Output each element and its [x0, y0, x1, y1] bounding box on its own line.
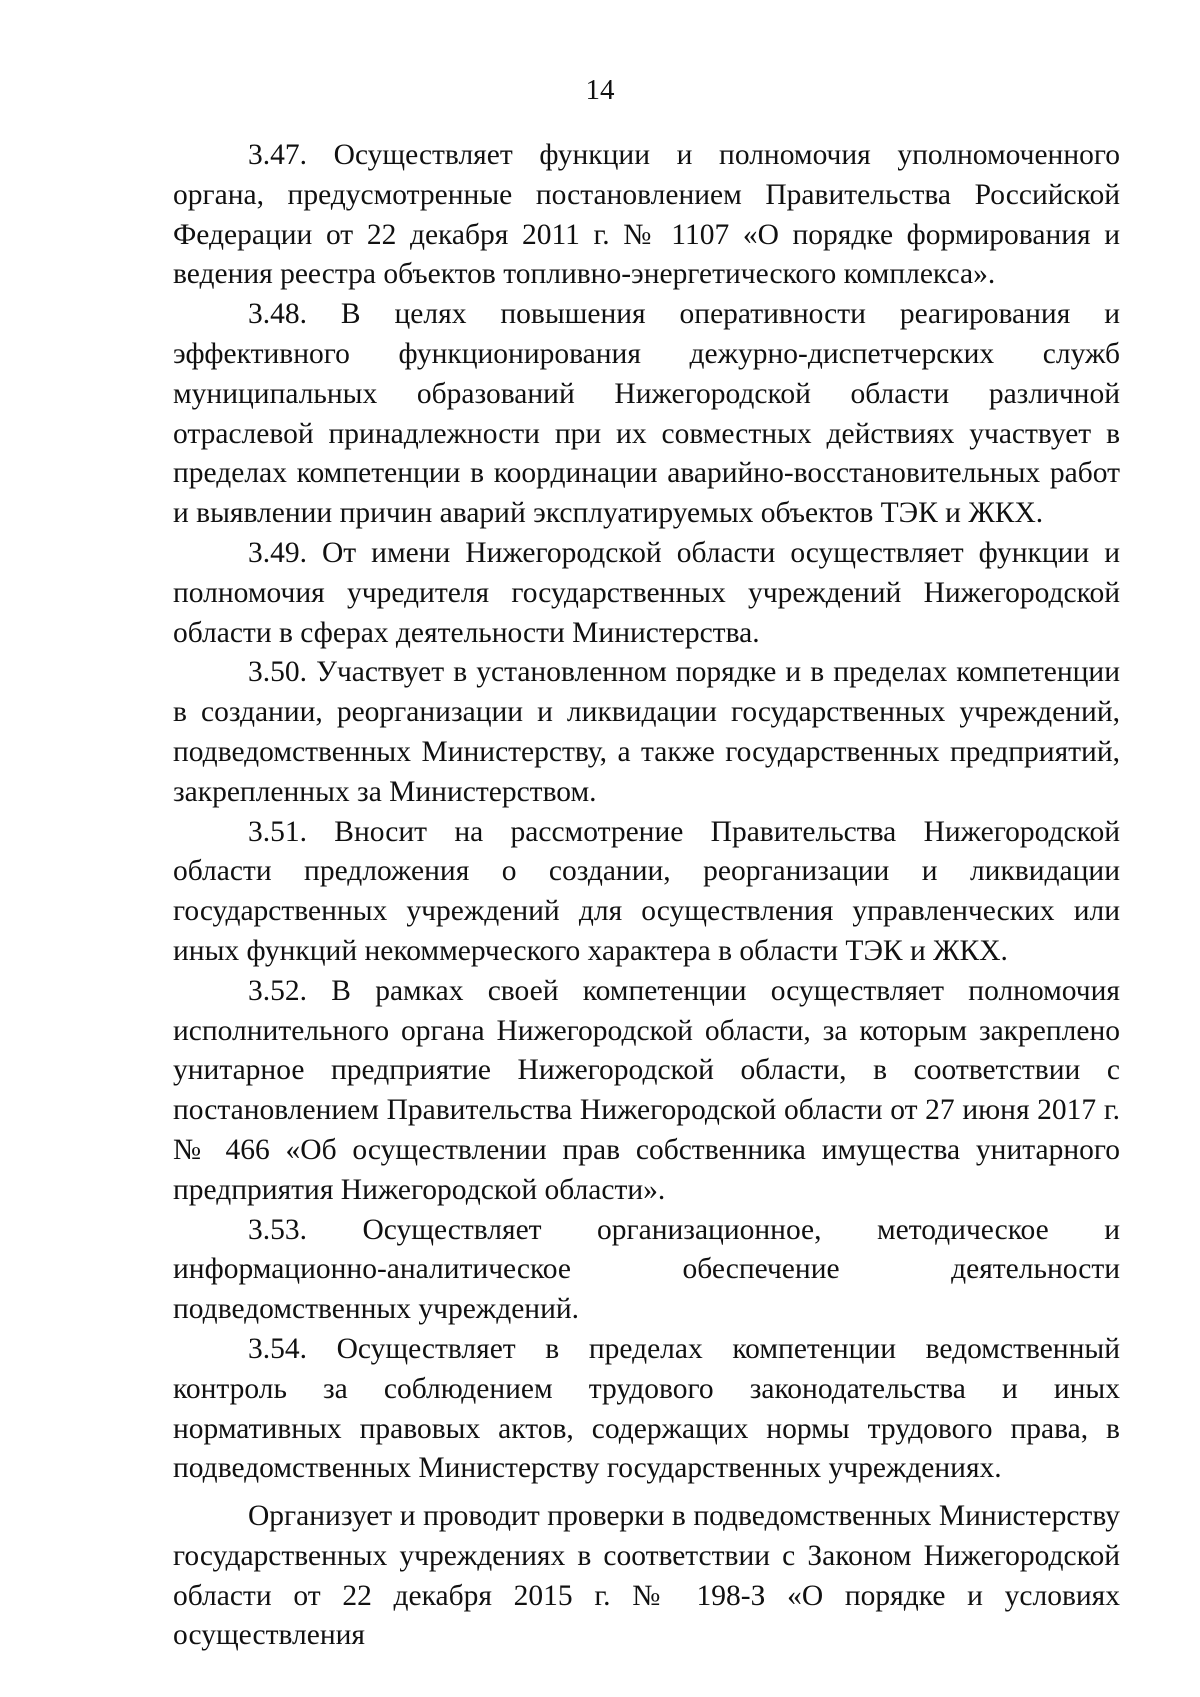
paragraph-3-49: 3.49. От имени Нижегородской области осуществляет функции и полномочия учредителя государственных учреждений Нижегородской области в сферах деятельности Министерства. [173, 536, 1120, 649]
paragraph-3-50: 3.50. Участвует в установленном порядке и в пределах компетенции в создании, реорганизации и ликвидации государственных учреждений, подведомственных Министерству, а также государственных предприятий, закрепленных за Министерством. [173, 656, 1120, 808]
document-body [173, 136, 1120, 1656]
paragraph-inspections: Организует и проводит проверки в подведомственных Министерству государственных учреждениях в соответствии с Законом Нижегородской области от 22 декабря 2015 г. № 198-З «О порядке и условиях осуществления [173, 1500, 1120, 1652]
paragraph-3-54: 3.54. Осуществляет в пределах компетенции ведомственный контроль за соблюдением трудового законодательства и иных нормативных правовых актов, содержащих нормы трудового права, в подведомственных Министерству государственных учреждениях. [173, 1332, 1120, 1485]
paragraph-3-53: 3.53. Осуществляет организационное, методическое и информационно-аналитическое обеспечение деятельности подведомственных учреждений. [173, 1213, 1120, 1326]
paragraph-3-51: 3.51. Вносит на рассмотрение Правительства Нижегородской области предложения о создании, реорганизации и ликвидации государственных учреждений для осуществления управленческих или иных функций некоммерческого характера в области ТЭК и ЖКХ. [173, 815, 1120, 967]
paragraph-3-48: 3.48. В целях повышения оперативности реагирования и эффективного функционирования дежурно-диспетчерских служб муниципальных образований Нижегородской области различной отраслевой принадлежности при их совместных действиях участвует в пределах компетенции в координации аварийно-восстановительных работ и выявлении причин аварий эксплуатируемых объектов ТЭК и ЖКХ. [173, 298, 1120, 530]
page-number: 14 [585, 74, 615, 106]
paragraph-3-52: 3.52. В рамках своей компетенции осуществляет полномочия исполнительного органа Нижегородской области, за которым закреплено унитарное предприятие Нижегородской области, в соответствии с постановлением Правительства Нижегородской области от 27 июня 2017 г. № 466 «Об осуществлении прав собственника имущества унитарного предприятия Нижегородской области». [173, 974, 1120, 1206]
paragraph-3-47: 3.47. Осуществляет функции и полномочия уполномоченного органа, предусмотренные постановлением Правительства Российской Федерации от 22 декабря 2011 г. № 1107 «О порядке формирования и ведения реестра объектов топливно-энергетического комплекса». [173, 139, 1120, 291]
